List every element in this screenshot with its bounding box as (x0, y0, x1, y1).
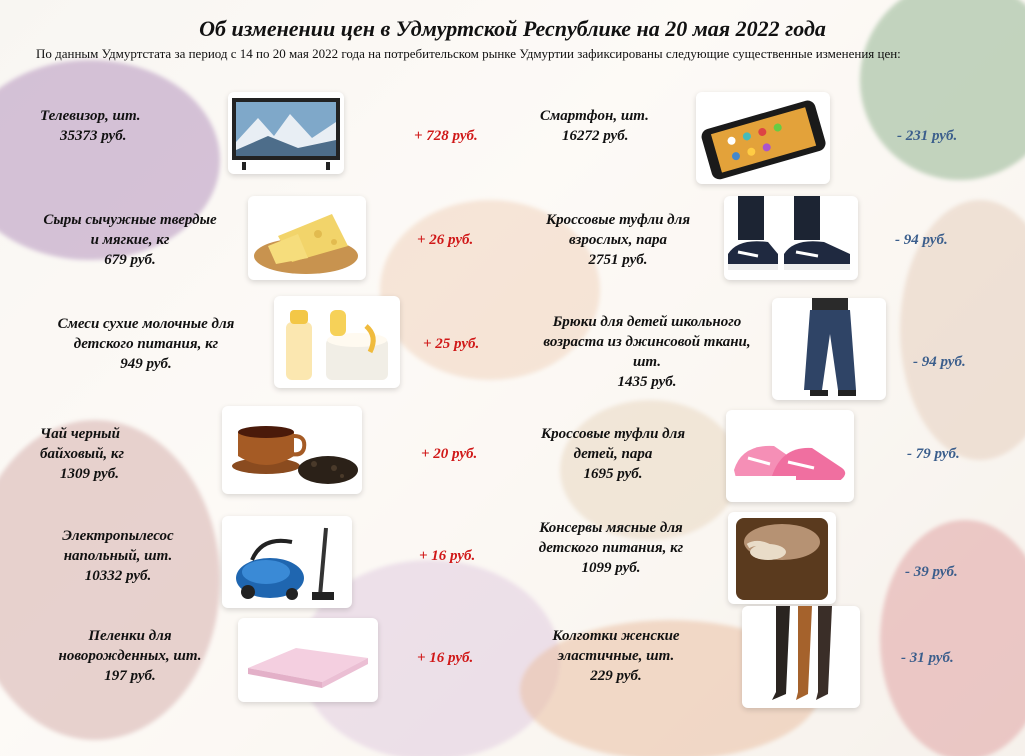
item-name: Телевизор, шт. (40, 108, 141, 124)
intro-text: По данным Удмуртстата за период с 14 по 20 мая 2022 года на потребительском рынке Удмуртии зафиксированы следующие существенные изменения цен: (36, 46, 901, 61)
page-title: Об изменении цен в Удмуртской Республике на 20 мая 2022 года (199, 16, 826, 41)
tv-icon (228, 92, 344, 174)
delta-kids-sneakers: - 79 руб. (907, 446, 960, 462)
item-name: Пеленки для новорожденных, шт. (58, 628, 202, 664)
delta-tights: - 31 руб. (901, 650, 954, 666)
item-name: Консервы мясные для детского питания, кг (538, 520, 684, 556)
item-price: 10332 руб. (84, 568, 152, 584)
item-name: Смартфон, шт. (540, 108, 649, 124)
item-name: Кроссовые туфли для детей, пара (540, 426, 686, 462)
baby-formula-icon (274, 296, 400, 388)
tea-icon (222, 406, 362, 494)
delta-baby-food: - 39 руб. (905, 564, 958, 580)
delta-adult-sneakers: - 94 руб. (895, 232, 948, 248)
item-name: Чай черный байховый, кг (40, 426, 125, 462)
item-price: 229 руб. (590, 668, 642, 684)
sneakers-icon (724, 196, 858, 280)
item-baby-food (538, 518, 684, 578)
item-cheese (40, 210, 220, 270)
item-tights (538, 626, 694, 686)
vacuum-cleaner-icon (222, 516, 352, 608)
kids-sneakers-icon (726, 410, 854, 502)
item-name: Сыры сычужные твердые и мягкие, кг (43, 212, 217, 248)
item-price: 16272 руб. (562, 128, 629, 144)
item-name: Смеси сухие молочные для детского питания, кг (57, 316, 235, 352)
item-name: Брюки для детей школьного возраста из джинсовой ткани, шт. (543, 314, 751, 370)
item-tea (40, 424, 180, 484)
delta-cheese: + 26 руб. (417, 232, 474, 248)
delta-diapers: + 16 руб. (417, 650, 474, 666)
item-diapers (40, 626, 220, 686)
baby-food-jar-icon (728, 512, 836, 604)
item-name: Кроссовые туфли для взрослых, пара (545, 212, 691, 248)
delta-vacuum: + 16 руб. (419, 548, 476, 564)
item-formula (38, 314, 254, 374)
item-price: 35373 руб. (60, 128, 127, 144)
item-price: 197 руб. (104, 668, 156, 684)
delta-tv: + 728 руб. (414, 128, 478, 144)
diaper-icon (238, 618, 378, 702)
item-price: 1435 руб. (617, 374, 677, 390)
item-vacuum (40, 526, 196, 586)
smartphone-icon (696, 92, 830, 184)
item-price: 949 руб. (120, 356, 172, 372)
item-smartphone (540, 106, 680, 146)
item-jeans (540, 312, 754, 392)
delta-smartphone: - 231 руб. (897, 128, 958, 144)
tights-icon (742, 606, 860, 708)
item-price: 679 руб. (104, 252, 156, 268)
item-name: Колготки женские эластичные, шт. (552, 628, 680, 664)
delta-formula: + 25 руб. (423, 336, 480, 352)
item-tv (40, 106, 190, 146)
item-price: 1309 руб. (60, 466, 119, 482)
delta-tea: + 20 руб. (421, 446, 478, 462)
item-price: 1695 руб. (583, 466, 643, 482)
item-price: 2751 руб. (588, 252, 648, 268)
cheese-icon (248, 196, 366, 280)
item-price: 1099 руб. (581, 560, 641, 576)
item-adult-sneakers (540, 210, 696, 270)
jeans-icon (772, 298, 886, 400)
item-kids-sneakers (538, 424, 688, 484)
item-name: Электропылесос напольный, шт. (62, 528, 174, 564)
delta-jeans: - 94 руб. (913, 354, 966, 370)
